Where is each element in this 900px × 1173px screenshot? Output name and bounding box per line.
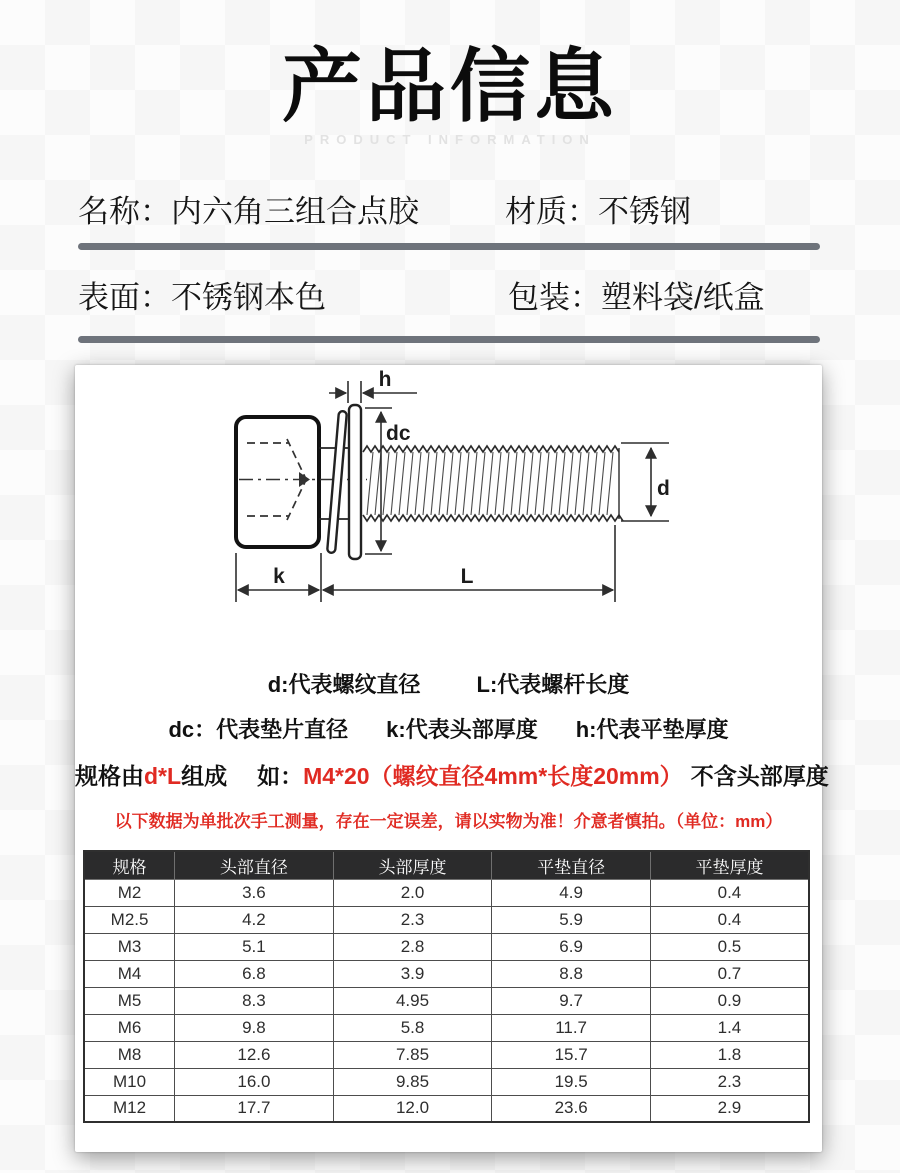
table-cell: 3.9 [333, 960, 492, 987]
thread [363, 446, 623, 521]
table-cell: 7.85 [333, 1041, 492, 1068]
table-cell: M4 [84, 960, 175, 987]
dim-label-L: L [460, 565, 474, 588]
table-cell: 1.8 [650, 1041, 809, 1068]
table-cell: 0.5 [650, 933, 809, 960]
page-title: 产品信息 [282, 42, 618, 131]
table-cell: 2.0 [333, 879, 492, 906]
table-cell: 2.3 [333, 906, 492, 933]
table-cell: 3.6 [175, 879, 334, 906]
table-cell: 1.4 [650, 1014, 809, 1041]
divider [78, 243, 820, 250]
column-header: 平垫厚度 [650, 851, 809, 879]
table-cell: 4.95 [333, 987, 492, 1014]
attr-surface-value: 不锈钢本色 [171, 280, 326, 315]
column-header: 规格 [84, 851, 175, 879]
spec-table [83, 850, 810, 1123]
table-cell: 23.6 [492, 1095, 651, 1122]
legend-k: k:代表头部厚度 [386, 717, 538, 742]
spec-card [75, 365, 829, 1152]
table-row [84, 933, 809, 960]
table-header-row [84, 851, 809, 879]
table-cell: M5 [84, 987, 175, 1014]
table-cell: 8.8 [492, 960, 651, 987]
note-part-red: d*L [144, 763, 182, 789]
measurement-disclaimer: 以下数据为单批次手工测量，存在一定误差，请以实物为准！介意者慎拍。（单位：mm） [114, 812, 783, 831]
table-cell: 12.6 [175, 1041, 334, 1068]
table-cell: 2.8 [333, 933, 492, 960]
table-cell: 9.85 [333, 1068, 492, 1095]
screw-diagram [223, 365, 685, 613]
legend-d: d:代表螺纹直径 [267, 672, 421, 697]
dim-label-d: d [657, 477, 670, 500]
attr-packaging [508, 272, 765, 317]
table-cell: 4.9 [492, 879, 651, 906]
dim-label-dc: dc [386, 422, 411, 445]
flat-washer [349, 405, 361, 559]
table-row [84, 906, 809, 933]
attr-name [78, 186, 419, 231]
dim-label-h: h [378, 368, 392, 391]
table-cell: M3 [84, 933, 175, 960]
table-cell: 0.4 [650, 906, 809, 933]
table-cell: 9.8 [175, 1014, 334, 1041]
table-row [84, 1041, 809, 1068]
column-header: 平垫直径 [492, 851, 651, 879]
table-cell: 2.9 [650, 1095, 809, 1122]
table-cell: 8.3 [175, 987, 334, 1014]
table-row [84, 1095, 809, 1122]
table-cell: 12.0 [333, 1095, 492, 1122]
dim-legend-line2 [75, 713, 822, 744]
table-cell: M2 [84, 879, 175, 906]
table-cell: 5.9 [492, 906, 651, 933]
table-row [84, 960, 809, 987]
table-cell: 11.7 [492, 1014, 651, 1041]
table-cell: 6.8 [175, 960, 334, 987]
table-cell: M10 [84, 1068, 175, 1095]
attr-material-value: 不锈钢 [598, 194, 691, 229]
table-cell: 16.0 [175, 1068, 334, 1095]
table-cell: 6.9 [492, 933, 651, 960]
note-part: 规格由 [75, 763, 144, 789]
dim-label-k: k [273, 565, 285, 588]
table-cell: 5.8 [333, 1014, 492, 1041]
dim-legend-line1 [75, 668, 822, 699]
attr-material [505, 186, 691, 231]
table-cell: 17.7 [175, 1095, 334, 1122]
spring-washer [327, 411, 347, 553]
table-row [84, 987, 809, 1014]
table-cell: 2.3 [650, 1068, 809, 1095]
page-subtitle: PRODUCT INFORMATION [304, 132, 596, 147]
table-row [84, 1014, 809, 1041]
table-cell: M8 [84, 1041, 175, 1068]
table-cell: M2.5 [84, 906, 175, 933]
table-cell: M12 [84, 1095, 175, 1122]
attr-surface-label: 表面： [78, 280, 171, 315]
note-part: 组成 [181, 763, 228, 789]
attr-name-value: 内六角三组合点胶 [171, 194, 419, 229]
table-cell: 0.4 [650, 879, 809, 906]
table-cell: M6 [84, 1014, 175, 1041]
table-row [84, 879, 809, 906]
attr-packaging-value: 塑料袋/纸盒 [601, 280, 765, 315]
attr-name-label: 名称： [78, 194, 171, 229]
attr-surface [78, 272, 326, 317]
table-cell: 0.9 [650, 987, 809, 1014]
attr-packaging-label: 包装： [508, 280, 601, 315]
legend-L: L:代表螺杆长度 [476, 672, 630, 697]
spec-format-note [75, 758, 829, 791]
attr-material-label: 材质： [505, 194, 598, 229]
table-cell: 5.1 [175, 933, 334, 960]
table-cell: 9.7 [492, 987, 651, 1014]
legend-h: h:代表平垫厚度 [575, 717, 729, 742]
table-cell: 19.5 [492, 1068, 651, 1095]
table-cell: 4.2 [175, 906, 334, 933]
table-cell: 0.7 [650, 960, 809, 987]
column-header: 头部直径 [175, 851, 334, 879]
legend-dc: dc：代表垫片直径 [168, 717, 349, 742]
note-part: 如： [257, 763, 304, 789]
column-header: 头部厚度 [333, 851, 492, 879]
screw-head [236, 417, 367, 547]
table-cell: 15.7 [492, 1041, 651, 1068]
note-part-red: M4*20（螺纹直径4mm*长度20mm） [303, 763, 683, 789]
note-part: 不含头部厚度 [690, 763, 829, 789]
table-row [84, 1068, 809, 1095]
divider [78, 336, 820, 343]
